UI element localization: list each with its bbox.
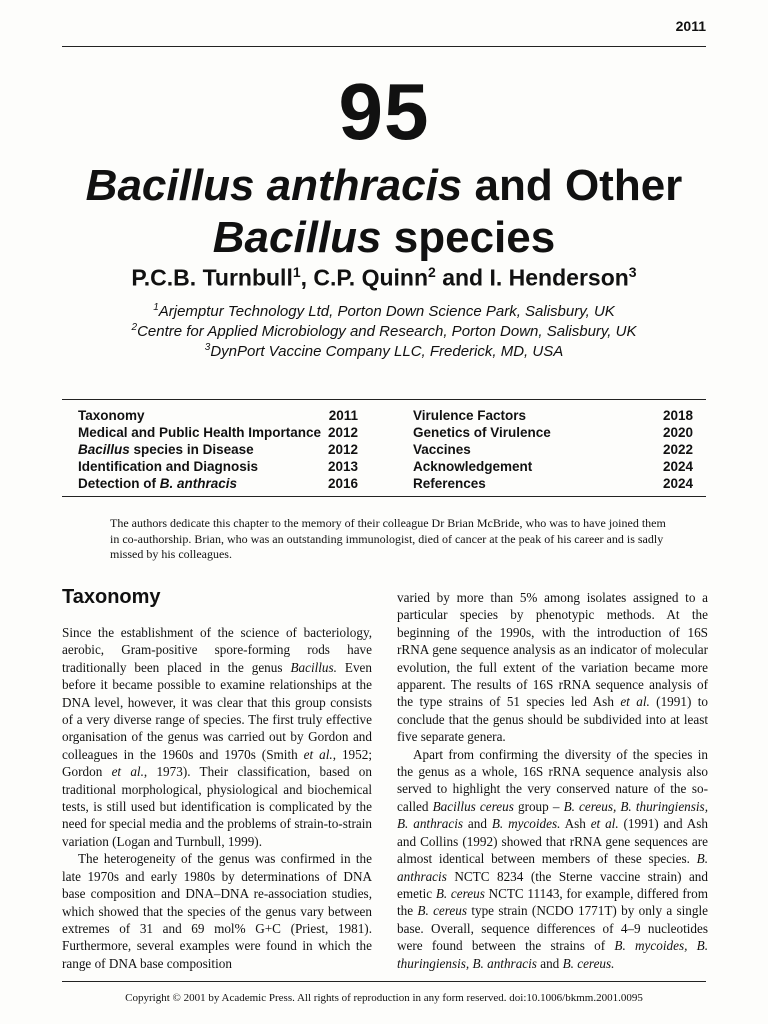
affiliation-text: Centre for Applied Microbiology and Research, Porton Down, Salisbury, UK	[137, 323, 637, 340]
toc-page: 2022	[662, 442, 693, 457]
author-sep: ,	[300, 264, 314, 291]
footer-rule	[62, 981, 706, 982]
title-italic-2: Bacillus	[212, 213, 382, 262]
dedication-note: The authors dedicate this chapter to the memory of their colleague Dr Brian McBride, who was to have joined them in co-authorship. Brian, who was an outstanding immunologist, died of cancer at the peak of his career and is sadly missed by his colleagues.	[110, 516, 666, 561]
chapter-number: 95	[338, 67, 430, 156]
title-rest-2: species	[381, 213, 556, 262]
affiliation-3	[0, 342, 768, 360]
toc-label: Medical and Public Health Importance	[78, 425, 322, 440]
toc-label	[78, 442, 254, 457]
toc-item[interactable]	[78, 459, 358, 476]
toc-top-rule	[62, 399, 706, 400]
title-rest-1: and Other	[462, 161, 683, 210]
toc-page: 2013	[327, 459, 358, 474]
toc-page: 2011	[328, 408, 358, 423]
affiliation-sup: 2	[131, 322, 138, 333]
header-rule	[62, 46, 706, 47]
author-sep: and	[435, 264, 490, 291]
toc-page: 2012	[327, 425, 358, 440]
toc-item[interactable]	[78, 425, 358, 442]
toc-item[interactable]	[78, 476, 358, 493]
affiliation-sup: 1	[153, 302, 159, 313]
affiliation-2	[0, 322, 768, 340]
toc-item[interactable]	[413, 425, 693, 442]
toc-right	[413, 408, 693, 493]
toc-page: 2020	[662, 425, 693, 440]
paragraph: varied by more than 5% among isolates assigned to a particular species by phenotypic methods. At the beginning of the 1990s, with the introduction of 16S rRNA gene sequence analysis as an indicator of molecular evolution, the full extent of the variation became more apparent. The results of 16S rRNA sequence analysis of the type strains of 51 species led Ash et al. (1991) to conclude that the genus should be subdivided into at least five separate genera.	[397, 590, 708, 745]
affiliation-text: DynPort Vaccine Company LLC, Frederick, MD, USA	[210, 343, 564, 360]
toc-item[interactable]	[413, 408, 693, 425]
author-1: P.C.B. Turnbull	[131, 264, 293, 291]
toc-item[interactable]	[413, 476, 693, 493]
toc-label: Taxonomy	[78, 408, 145, 423]
author-list	[0, 264, 768, 292]
page-number: 2011	[675, 18, 706, 34]
author-1-sup: 1	[292, 264, 301, 280]
affiliation-1	[0, 302, 768, 320]
body-column-right	[397, 589, 708, 972]
author-3: I. Henderson	[489, 264, 629, 291]
author-3-sup: 3	[628, 264, 637, 280]
paragraph: Since the establishment of the science of bacteriology, aerobic, Gram-positive spore-forming rods have traditionally been placed in the genus Bacillus. Even before it became possible to examine relationships at the DNA level, however, it was clear that this group consists of a very diverse range of species. The first truly effective organisation of the genus was carried out by Gordon and colleagues in the 1960s and 1970s (Smith et al., 1952; Gordon et al., 1973). Their classification, based on traditional morphological, physiological and biochemical tests, is still used but identification is complicated by the need for special media and the problems of strain-to-strain variation (Logan and Turnbull, 1999).	[62, 625, 372, 849]
affiliation-text: Arjemptur Technology Ltd, Porton Down Science Park, Salisbury, UK	[158, 303, 615, 320]
toc-item[interactable]	[78, 408, 358, 425]
toc-label: Vaccines	[413, 442, 471, 457]
toc-label: Virulence Factors	[413, 408, 527, 423]
toc-label: Acknowledgement	[413, 459, 533, 474]
title-italic-1: Bacillus anthracis	[85, 161, 463, 210]
toc-page: 2018	[662, 408, 693, 423]
toc-label	[78, 476, 237, 491]
affiliation-sup: 3	[204, 342, 211, 353]
toc-label-rest: species in Disease	[129, 442, 254, 457]
toc-label: Identification and Diagnosis	[78, 459, 259, 474]
body-column-left	[62, 624, 372, 972]
toc-label-italic: B. anthracis	[159, 476, 238, 491]
chapter-title	[30, 160, 738, 264]
toc-label: Genetics of Virulence	[413, 425, 551, 440]
section-heading-taxonomy: Taxonomy	[62, 586, 161, 608]
author-2-sup: 2	[428, 264, 436, 280]
toc-bottom-rule	[62, 496, 706, 497]
toc-label: References	[413, 476, 486, 491]
toc-page: 2012	[327, 442, 358, 457]
toc-item[interactable]	[413, 442, 693, 459]
paragraph: The heterogeneity of the genus was confirmed in the late 1970s and early 1980s by determinations of DNA base composition and DNA–DNA re-association studies, which showed that the species of the genus vary between extremes of 31 and 69 mol% G+C (Priest, 1981). Furthermore, several examples were found in which the range of DNA base composition	[62, 851, 372, 971]
toc-item[interactable]	[413, 459, 693, 476]
toc-page: 2024	[662, 476, 693, 491]
copyright-line: Copyright © 2001 by Academic Press. All rights of reproduction in any form reserved. doi:10.1006/bkmm.2001.0095	[125, 992, 643, 1004]
toc-page: 2024	[662, 459, 693, 474]
toc-label-italic: Bacillus	[78, 442, 130, 457]
toc-item[interactable]	[78, 442, 358, 459]
paragraph: Apart from confirming the diversity of the species in the genus as a whole, 16S rRNA sequence analysis also served to highlight the very conserved nature of the so-called Bacillus cereus group – B. cereus, B. thuringiensis, B. anthracis and B. mycoides. Ash et al. (1991) and Ash and Collins (1992) showed that rRNA gene sequences are almost identical between members of these species. B. anthracis NCTC 8234 (the Sterne vaccine strain) and emetic B. cereus NCTC 11143, for example, differed from the B. cereus type strain (NCDO 1771T) by only a single base. Overall, sequence differences of 4–9 nucleotides were found between the strains of B. mycoides, B. thuringiensis, B. anthracis and B. cereus.	[397, 746, 708, 971]
author-2: C.P. Quinn	[313, 264, 429, 291]
toc-label-pre: Detection of	[78, 476, 160, 491]
toc-page: 2016	[327, 476, 358, 491]
toc-left	[78, 408, 358, 493]
